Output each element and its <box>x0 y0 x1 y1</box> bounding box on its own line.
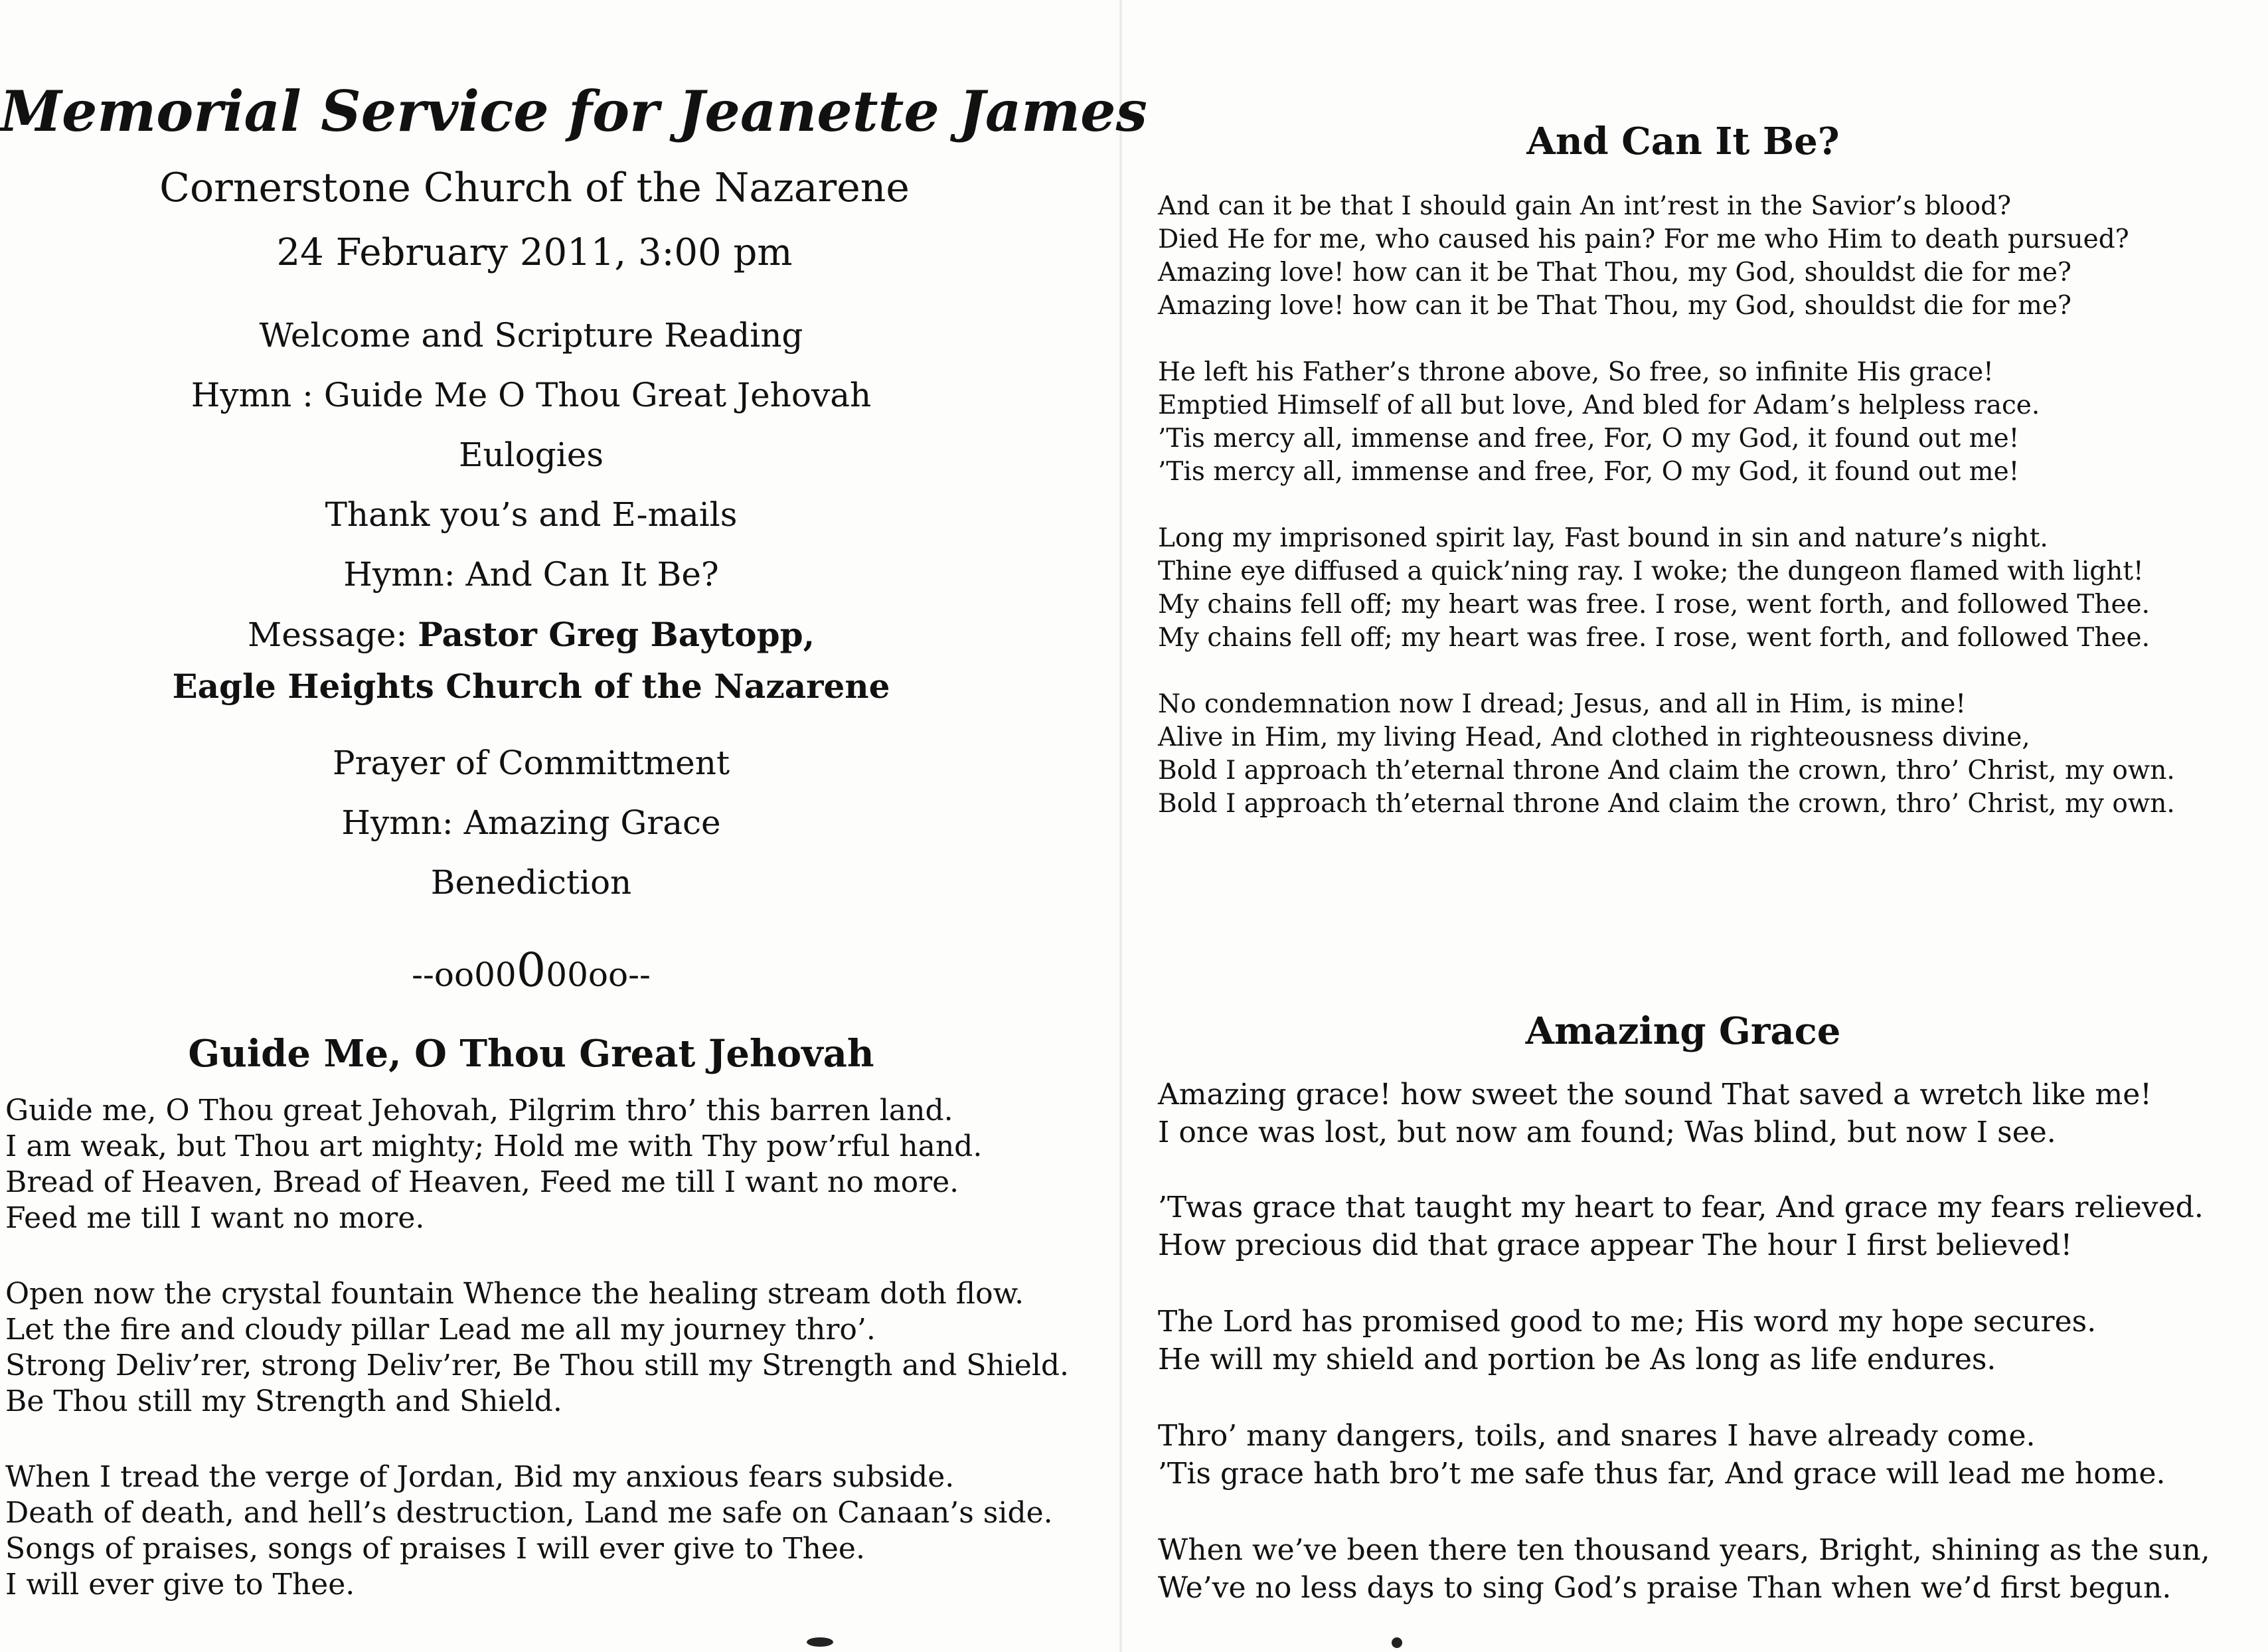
hymn-title-amazing-grace: Amazing Grace <box>1525 1009 1841 1053</box>
hymn-verse: When we’ve been there ten thousand years, Bright, shining as the sun, We’ve no less days to sing God’s praise Than when we’d first begun. <box>1158 1533 2210 1605</box>
section-divider: --oo00000oo-- <box>412 943 651 997</box>
hymn-verse: Thro’ many dangers, toils, and snares I have already come. ’Tis grace hath bro’t me safe thus far, And grace will lead me home. <box>1158 1419 2166 1491</box>
order-item-prayer: Prayer of Committment <box>332 744 730 782</box>
church-name: Cornerstone Church of the Nazarene <box>159 165 910 211</box>
message-label: Message: <box>248 616 418 654</box>
hymn-verse: Guide me, O Thou great Jehovah, Pilgrim thro’ this barren land. I am weak, but Thou art mighty; Hold me with Thy pow’rful hand. Bread of Heaven, Bread of Heaven, Feed me till I want no more. Feed me till I want no more. <box>5 1094 983 1235</box>
hymn-verse: No condemnation now I dread; Jesus, and all in Him, is mine! Alive in Him, my living Head, And clothed in righteousness divine, Bold I approach th’eternal throne And claim the crown, thro’ Christ, my own. Bold I approach th’eternal throne And claim the crown, thro’ Christ, my own. <box>1158 689 2175 819</box>
message-church: Eagle Heights Church of the Nazarene <box>172 667 890 706</box>
staple-mark <box>807 1637 833 1647</box>
right-page <box>1122 0 2268 1652</box>
order-item-eulogies: Eulogies <box>458 436 604 474</box>
order-item-benediction: Benediction <box>430 863 632 902</box>
hymn-verse: ’Twas grace that taught my heart to fear, And grace my fears relieved. How precious did that grace appear The hour I first believed! <box>1158 1191 2204 1262</box>
order-item-welcome: Welcome and Scripture Reading <box>259 316 803 355</box>
hymn-verse: Open now the crystal fountain Whence the healing stream doth flow. Let the fire and cloudy pillar Lead me all my journey thro’. Strong Deliv’rer, strong Deliv’rer, Be Thou still my Strength and Shield. Be Thou still my Strength and Shield. <box>5 1277 1070 1418</box>
message-speaker: Pastor Greg Baytopp, <box>418 615 815 654</box>
order-item-hymn-guide-me: Hymn : Guide Me O Thou Great Jehovah <box>191 376 872 414</box>
hymn-verse: When I tread the verge of Jordan, Bid my anxious fears subside. Death of death, and hell’s destruction, Land me safe on Canaan’s side. Songs of praises, songs of praises I will ever give to Thee. I will ever give to Thee. <box>5 1460 1053 1602</box>
hymn-title-and-can-it-be: And Can It Be? <box>1526 120 1840 163</box>
hymn-title-guide-me: Guide Me, O Thou Great Jehovah <box>188 1032 874 1076</box>
order-item-message <box>0 615 1062 654</box>
order-item-hymn-and-can-it-be: Hymn: And Can It Be? <box>343 555 719 594</box>
service-title: Memorial Service for Jeanette James <box>0 78 1147 144</box>
hymn-verse: Long my imprisoned spirit lay, Fast bound in sin and nature’s night. Thine eye diffused a quick’ning ray. I woke; the dungeon flamed with light! My chains fell off; my heart was free. I rose, went forth, and followed Thee. My chains fell off; my heart was free. I rose, went forth, and followed Thee. <box>1158 523 2150 653</box>
hymn-verse: And can it be that I should gain An int’rest in the Savior’s blood? Died He for me, who caused his pain? For me who Him to death pursued? Amazing love! how can it be That Thou, my God, shouldst die for me? Amazing love! how can it be That Thou, my God, shouldst die for me? <box>1158 191 2129 321</box>
service-datetime: 24 February 2011, 3:00 pm <box>276 231 793 274</box>
order-item-hymn-amazing-grace: Hymn: Amazing Grace <box>341 803 721 842</box>
hymn-verse: He left his Father’s throne above, So free, so infinite His grace! Emptied Himself of all but love, And bled for Adam’s helpless race. ’Tis mercy all, immense and free, For, O my God, it found out me! ’Tis mercy all, immense and free, For, O my God, it found out me! <box>1158 357 2040 487</box>
staple-mark <box>1392 1637 1402 1648</box>
order-item-thanks: Thank you’s and E-mails <box>325 495 738 534</box>
hymn-verse: Amazing grace! how sweet the sound That saved a wretch like me! I once was lost, but now am found; Was blind, but now I see. <box>1158 1078 2152 1149</box>
hymn-verse: The Lord has promised good to me; His word my hope secures. He will my shield and portion be As long as life endures. <box>1158 1305 2097 1376</box>
